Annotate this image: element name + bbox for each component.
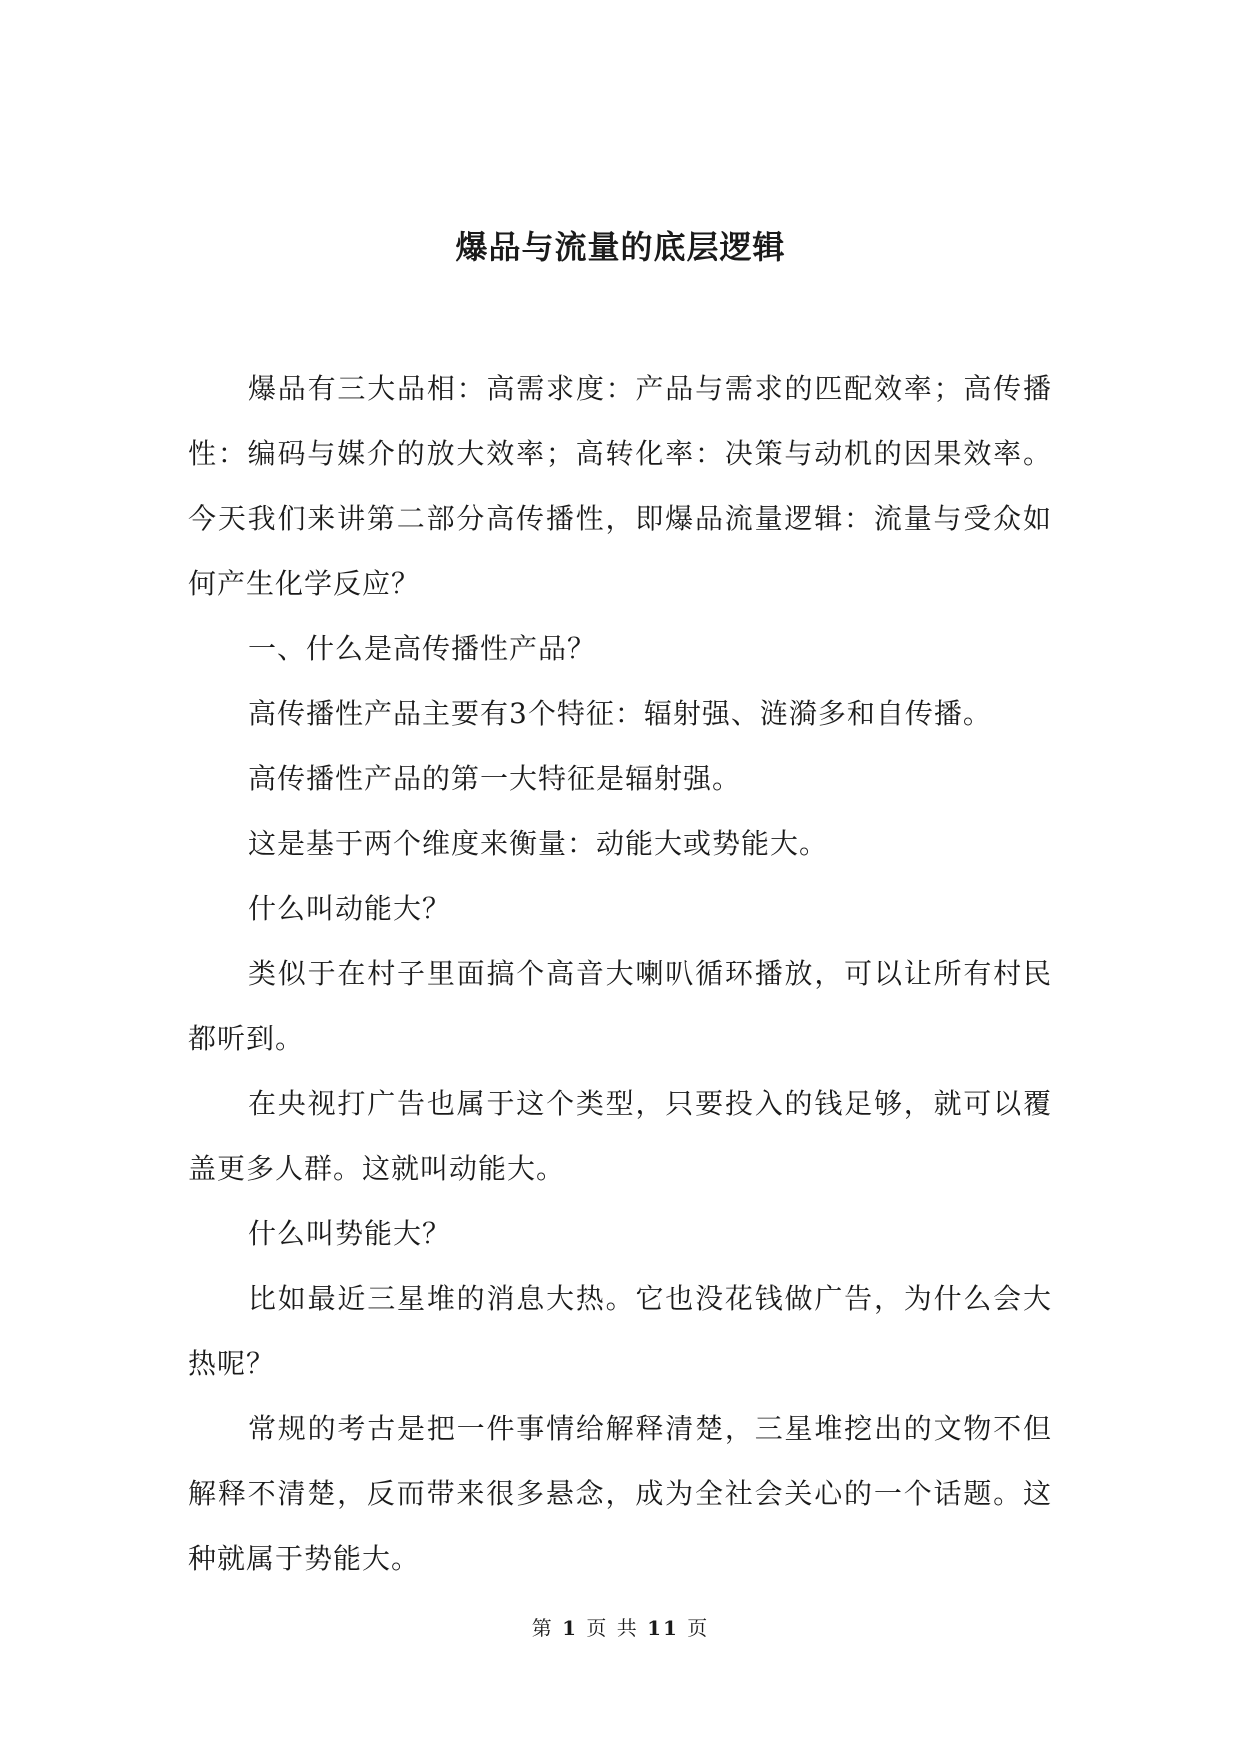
question-paragraph: 什么叫势能大？ bbox=[248, 1217, 452, 1250]
current-page-number: 1 bbox=[562, 1616, 578, 1640]
total-pages-number: 11 bbox=[647, 1616, 679, 1640]
paragraph: 在央视打广告也属于这个类型，只要投入的钱足够，就可以覆盖更多人群。这就叫动能大。 bbox=[188, 1087, 1052, 1185]
footer-prefix: 第 bbox=[531, 1616, 554, 1640]
paragraph: 高传播性产品的第一大特征是辐射强。 bbox=[248, 762, 742, 795]
paragraph: 高传播性产品主要有3个特征：辐射强、涟漪多和自传播。 bbox=[248, 697, 992, 730]
paragraph: 常规的考古是把一件事情给解释清楚，三星堆挖出的文物不但解释不清楚，反而带来很多悬念，成为全社会关心的一个话题。这种就属于势能大。 bbox=[188, 1412, 1052, 1575]
page-title: 爆品与流量的底层逻辑 bbox=[455, 228, 786, 266]
footer-middle: 页 共 bbox=[586, 1616, 639, 1640]
paragraph: 类似于在村子里面搞个高音大喇叭循环播放，可以让所有村民都听到。 bbox=[188, 957, 1052, 1055]
page-footer bbox=[0, 1612, 1241, 1641]
document-body bbox=[188, 356, 1052, 1591]
section-heading: 一、什么是高传播性产品？ bbox=[248, 632, 597, 665]
footer-suffix: 页 bbox=[687, 1616, 710, 1640]
paragraph: 这是基于两个维度来衡量：动能大或势能大。 bbox=[248, 827, 829, 860]
question-paragraph: 什么叫动能大？ bbox=[248, 892, 452, 925]
paragraph-intro: 爆品有三大品相：高需求度：产品与需求的匹配效率；高传播性：编码与媒介的放大效率；高转化率：决策与动机的因果效率。今天我们来讲第二部分高传播性，即爆品流量逻辑：流量与受众如何产生化学反应？ bbox=[188, 372, 1052, 600]
paragraph: 比如最近三星堆的消息大热。它也没花钱做广告，为什么会大热呢？ bbox=[188, 1282, 1052, 1380]
